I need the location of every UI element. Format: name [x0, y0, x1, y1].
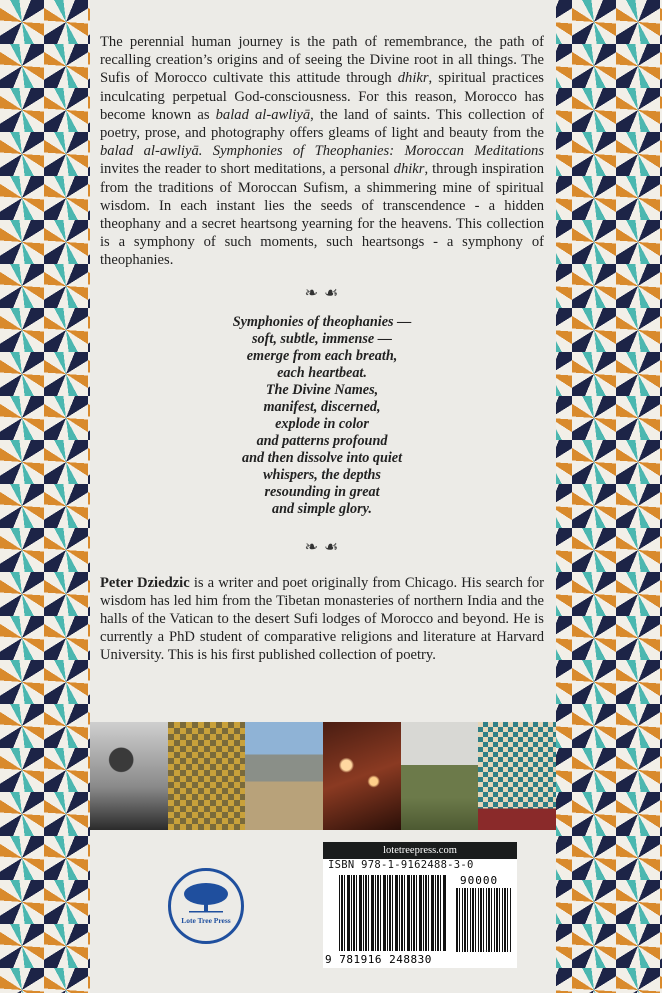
- isbn-barcode: [323, 842, 517, 968]
- description-segment: , through inspiration from the traditions of Moroccan Sufism, a shimmering mine of spiritual wisdom. In each instant lies the seeds of transcendence - a hidden theophany and a secret heartsong yearning for the heavens. This collection is a symphony of such moments, such heartsongs - a symphony of theophanies.: [100, 161, 544, 269]
- isbn-number: ISBN 978-1-9162488-3-0: [328, 859, 474, 871]
- publisher-url: lotetreepress.com: [323, 842, 517, 859]
- poem-line: Symphonies of theophanies —: [232, 313, 412, 330]
- description-segment: invites the reader to short meditations, a personal: [100, 161, 394, 178]
- poem-line: The Divine Names,: [265, 381, 379, 398]
- poem: [100, 314, 544, 518]
- poem-line: and patterns profound: [256, 432, 388, 449]
- description-segment: dhikr: [393, 161, 425, 178]
- poem-line: soft, subtle, immense —: [252, 330, 392, 347]
- photo-strip: [90, 722, 556, 830]
- poem-line: and simple glory.: [272, 500, 372, 517]
- publisher-logo: [168, 868, 244, 944]
- ean-number: 9 781916 248830: [325, 953, 432, 966]
- publisher-name: Lote Tree Press: [181, 916, 231, 925]
- photo-seated-man-tiles: [478, 722, 556, 830]
- price-addon: 90000: [460, 874, 499, 887]
- text-column: [100, 33, 544, 665]
- poem-line: explode in color: [275, 415, 369, 432]
- author-name: Peter Dziedzic: [100, 574, 190, 591]
- description-segment: balad al-awliyā. Symphonies of Theophanies: Moroccan Meditations: [100, 143, 544, 160]
- photo-zellige-tile: [168, 722, 246, 830]
- photo-sufi-portrait: [90, 722, 168, 830]
- description-segment: balad al-awliyā: [215, 106, 311, 123]
- description-segment: dhikr: [397, 70, 429, 87]
- tree-icon: [181, 881, 231, 915]
- poem-line: manifest, discerned,: [263, 398, 381, 415]
- ornament-divider: ❧ ☙: [304, 538, 340, 556]
- photo-mountain-landscape: [245, 722, 323, 830]
- description-segment: , the land of saints. This collection of poetry, prose, and photography offers gleams of light and beauty from the: [100, 106, 544, 142]
- book-description: [100, 33, 544, 270]
- poem-line: whispers, the depths: [263, 466, 381, 483]
- poem-line: resounding in great: [264, 483, 380, 500]
- poem-line: and then dissolve into quiet: [241, 449, 403, 466]
- addon-bars: [456, 888, 511, 952]
- author-bio: [100, 574, 544, 665]
- poem-line: each heartbeat.: [277, 364, 367, 381]
- photo-candles: [323, 722, 401, 830]
- description-segment: , spiritual practices inculcating perpetual God-consciousness. For this reason, Morocco has become known as: [100, 70, 544, 123]
- description-segment: The perennial human journey is the path of remembrance, the path of recalling creation’s origins and of seeing the Divine root in all things. The Sufis of Morocco cultivate this attitude through: [100, 34, 544, 87]
- author-bio-text: is a writer and poet originally from Chicago. His search for wisdom has led him from the Tibetan monasteries of northern India and the halls of the Vatican to the desert Sufi lodges of Morocco and beyond. He is currently a PhD student of comparative religions and literature at Harvard University. This is his first published collection of poetry.: [100, 574, 544, 664]
- photo-hillside-shrine: [401, 722, 479, 830]
- poem-line: emerge from each breath,: [246, 347, 398, 364]
- ornament-divider: ❧ ☙: [304, 284, 340, 302]
- barcode-bars: [339, 875, 447, 951]
